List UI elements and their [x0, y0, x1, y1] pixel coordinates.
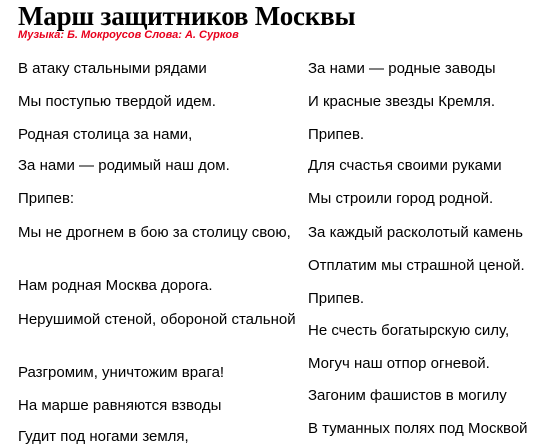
lyric-line: Разгромим, уничтожим врага!: [18, 364, 225, 381]
lyric-line: Загоним фашистов в могилу: [308, 387, 507, 404]
lyric-line: Родная столица за нами,: [18, 126, 193, 143]
lyric-line-chorus-label: Припев:: [18, 190, 75, 207]
lyric-line: За нами — родные заводы: [308, 60, 496, 77]
lyric-line: За каждый расколотый камень: [308, 224, 523, 241]
lyric-line: Для счастья своими руками: [308, 157, 502, 174]
lyric-line: В туманных полях под Москвой: [308, 420, 528, 437]
lyric-line-chorus-label: Припев.: [308, 290, 365, 307]
lyric-line: Мы строили город родной.: [308, 190, 494, 207]
song-title: Марш защитников Москвы: [18, 1, 356, 31]
lyric-line-chorus-label: Припев.: [308, 126, 365, 143]
lyric-line: Не счесть богатырскую силу,: [308, 322, 510, 339]
lyric-line: За нами — родимый наш дом.: [18, 157, 230, 174]
lyric-line: В атаку стальными рядами: [18, 60, 207, 77]
lyric-line: И красные звезды Кремля.: [308, 93, 495, 110]
lyric-line: Гудит под ногами земля,: [18, 428, 189, 445]
lyric-line: Отплатим мы страшной ценой.: [308, 257, 525, 274]
song-credits: Музыка: Б. Мокроусов Слова: А. Сурков: [18, 29, 239, 41]
lyric-line: На марше равняются взводы: [18, 397, 222, 414]
lyric-line: Мы не дрогнем в бою за столицу свою,: [18, 224, 291, 241]
lyric-line: Нерушимой стеной, обороной стальной: [18, 311, 296, 328]
lyric-line: Нам родная Москва дорога.: [18, 277, 213, 294]
lyric-line: Мы поступью твердой идем.: [18, 93, 216, 110]
lyric-line: Могуч наш отпор огневой.: [308, 355, 490, 372]
